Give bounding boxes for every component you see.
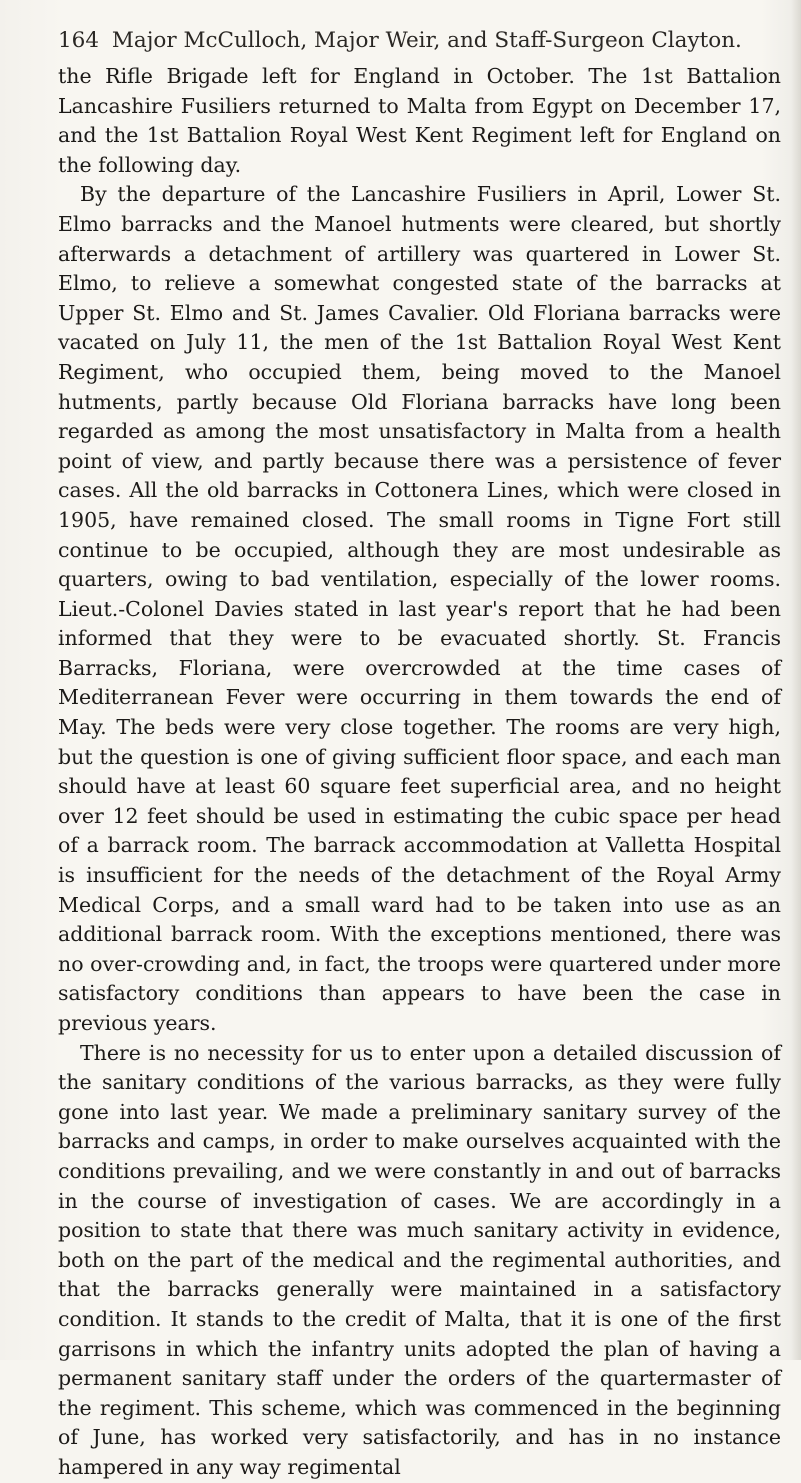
page-number: 164 <box>58 28 100 53</box>
body-text <box>58 62 781 1483</box>
paragraph-3: There is no necessity for us to enter upon a detailed discussion of the sanitary conditions of the various barracks, as they were fully gone into last year. We made a preliminary sanitary survey of the barracks and camps, in order to make ourselves acquainted with the conditions prevailing, and we were constantly in and out of barracks in the course of investigation of cases. We are accordingly in a position to state that there was much sanitary activity in evidence, both on the part of the medical and the regimental authorities, and that the barracks generally were maintained in a satisfactory condition. It stands to the credit of Malta, that it is one of the first garrisons in which the infantry units adopted the plan of having a permanent sanitary staff under the orders of the quartermaster of the regiment. This scheme, which was commenced in the beginning of June, has worked very satisfactorily, and has in no instance hampered in any way regimental <box>58 1040 781 1479</box>
running-title: Major McCulloch, Major Weir, and Staff-Surgeon Clayton. <box>111 28 742 53</box>
paragraph-2: By the departure of the Lancashire Fusiliers in April, Lower St. Elmo barracks and the Manoel hutments were cleared, but shortly afterwards a detachment of artillery was quartered in Lower St. Elmo, to relieve a somewhat congested state of the barracks at Upper St. Elmo and St. James Cavalier. Old Floriana barracks were vacated on July 11, the men of the 1st Battalion Royal West Kent Regiment, who occupied them, being moved to the Manoel hutments, partly because Old Floriana barracks have long been regarded as among the most unsatisfactory in Malta from a health point of view, and partly because there was a persistence of fever cases. All the old barracks in Cottonera Lines, which were closed in 1905, have remained closed. The small rooms in Tigne Fort still continue to be occupied, although they are most undesirable as quarters, owing to bad ventilation, especially of the lower rooms. Lieut.-Colonel Davies stated in last year's report that he had been informed that they were to be evacuated shortly. St. Francis Barracks, Floriana, were overcrowded at the time cases of Mediterranean Fever were occurring in them towards the end of May. The beds were very close together. The rooms are very high, but the question is one of giving sufficient floor space, and each man should have at least 60 square feet superficial area, and no height over 12 feet should be used in estimating the cubic space per head of a barrack room. The barrack accommodation at Valletta Hospital is insufficient for the needs of the detachment of the Royal Army Medical Corps, and a small ward had to be taken into use as an additional barrack room. With the exceptions mentioned, there was no over-crowding and, in fact, the troops were quartered under more satisfactory conditions than appears to have been the case in previous years. <box>58 182 781 1035</box>
running-head <box>58 26 781 56</box>
paragraph-1: the Rifle Brigade left for England in October. The 1st Battalion Lancashire Fusiliers returned to Malta from Egypt on December 17, and the 1st Battalion Royal West Kent Regiment left for England on the following day. <box>58 64 781 177</box>
page-edge-shadow <box>791 0 801 1360</box>
